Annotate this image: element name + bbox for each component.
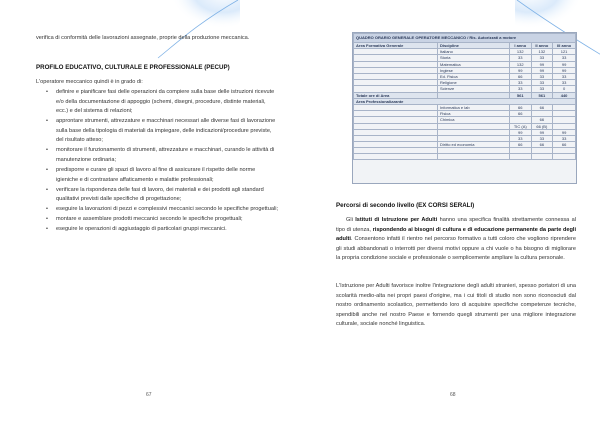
table-cell: Fisica <box>437 111 509 117</box>
table-cell <box>531 154 553 160</box>
lead-text: L'operatore meccanico quindi è in grado di: <box>36 79 143 85</box>
table-cell: Religione <box>437 80 509 86</box>
table-cell: 66 (B) <box>531 123 553 129</box>
table-cell: 33 <box>553 55 576 61</box>
table-cell: Storia <box>437 55 509 61</box>
list-item: • montare e assemblare prodotti meccanici secondo le specifiche progettuali; <box>48 215 278 225</box>
table-cell: 66 <box>531 142 553 148</box>
table-cell: 99 <box>509 129 531 135</box>
table-cell: 99 <box>553 61 576 67</box>
paragraph-bold-text: Istituti di Istruzione per Adulti <box>355 217 438 223</box>
table-header-cell: III anno <box>553 43 576 49</box>
paragraph-adult-education <box>336 216 576 264</box>
table-cell <box>553 154 576 160</box>
table-cell: 440 <box>553 92 576 98</box>
table-cell: 33 <box>509 136 531 142</box>
timetable-image <box>352 32 577 184</box>
paragraph-bold-text: rispondendo ai bisogni di cultura e di educazione permanente da parte degli adulti <box>336 226 576 243</box>
table-cell <box>354 154 438 160</box>
list-item: • monitorare il funzionamento di strumenti, attrezzature e macchinari, curando le attività di manutenzione ordinaria; <box>48 146 278 165</box>
table-cell: 561 <box>531 92 553 98</box>
table-cell: 99 <box>531 67 553 73</box>
paragraph-text: Gli <box>346 217 356 223</box>
table-cell: 99 <box>531 129 553 135</box>
paragraph-text: . Consentono infatti il rientro nel percorso formativo a tutti coloro che vogliono riprendere gli studi abbandonati o interrotti per diversi motivi oppure a chi vuole o ha bisogno di migliorare la propria condizione sociale e professionale o semplicemente ampliare la cultura personale. <box>336 236 576 262</box>
table-header-cell: II anno <box>531 43 553 49</box>
table-cell: 33 <box>553 74 576 80</box>
page-number: 67 <box>146 392 152 398</box>
table-cell: 99 <box>509 67 531 73</box>
table-cell: Ed. Fisica <box>437 74 509 80</box>
paragraph-integration: L'Istruzione per Adulti favorisce inoltre l'integrazione degli adulti stranieri, spesso portatori di una scolarità medio-alta nei propri paesi d'origine, ma i cui titoli di studio non sono riconosciuti dal nostro ordinamento scolastico, permettendo loro di acquisire specifiche competenze tecniche, spendibili anche nel nostro Paese e fornendo quegli strumenti per una migliore integrazione culturale, sociale nonché linguistica. <box>336 283 576 328</box>
table-cell: 33 <box>509 86 531 92</box>
table-cell: 132 <box>509 49 531 55</box>
table-title: QUADRO ORARIO GENERALE OPERATORE MECCANICO / Ris. Autorizzati a motore <box>354 34 576 43</box>
table-cell: 99 <box>531 61 553 67</box>
table-cell: 132 <box>509 61 531 67</box>
table-cell: 33 <box>553 80 576 86</box>
table-cell: 99 <box>553 67 576 73</box>
list-item: • definire e pianificare fasi delle operazioni da compiere sulla base delle istruzioni ricevute e/o della documentazione di appoggio (schemi, disegni, procedure, distinte materiali, ecc.) e del sistema di relazioni; <box>48 88 278 117</box>
table-section-header: Area Professionalizzante <box>354 98 576 104</box>
pecup-heading: PROFILO EDUCATIVO, CULTURALE E PROFESSIONALE (PECUP) <box>36 64 230 71</box>
table-cell: 33 <box>531 80 553 86</box>
table-cell: 66 <box>553 142 576 148</box>
table-cell: 33 <box>553 136 576 142</box>
table-cell: 99 <box>553 129 576 135</box>
table-header-cell: Discipline <box>437 43 509 49</box>
table-cell: Inglese <box>437 67 509 73</box>
table-cell: 33 <box>531 86 553 92</box>
intro-text: verifica di conformità delle lavorazioni assegnate, proprie della produzione meccanica. <box>36 35 250 41</box>
table-cell: 33 <box>531 136 553 142</box>
table-header-cell: Area Formativa Generale <box>354 43 438 49</box>
evening-courses-heading: Percorsi di secondo livello (EX CORSI SERALI) <box>336 202 475 209</box>
table-cell: 121 <box>553 49 576 55</box>
table-cell: Scienze <box>437 86 509 92</box>
table-cell: Chimica <box>437 117 509 123</box>
table-cell: Italiano <box>437 49 509 55</box>
table-cell: 66 <box>509 105 531 111</box>
prof-rows <box>354 105 576 160</box>
list-item: • verificare la rispondenza delle fasi di lavoro, dei materiali e dei prodotti agli standard qualitativi previsti dalle specifiche di progettazione; <box>48 186 278 205</box>
table-cell: 132 <box>531 49 553 55</box>
table-cell: 561 <box>509 92 531 98</box>
table-cell: 33 <box>531 55 553 61</box>
timetable <box>353 33 576 160</box>
list-item: • approntare strumenti, attrezzature e macchinari necessari alle diverse fasi di lavorazione sulla base della tipologia di materiali da impiegare, delle indicazioni/procedure previste, del risultato atteso; <box>48 117 278 146</box>
table-cell <box>509 154 531 160</box>
table-cell: Diritto ed economia <box>437 142 509 148</box>
table-header-cell: I anno <box>509 43 531 49</box>
general-rows <box>354 49 576 92</box>
list-item: • eseguire la lavorazioni di pezzi e complessivi meccanici secondo le specifiche progettuali; <box>48 205 278 215</box>
table-cell: 66 <box>509 142 531 148</box>
right-page <box>300 0 600 424</box>
paragraph-text: hanno una specifica finalità strettamente connessa al tipo di utenza, <box>336 217 577 233</box>
skills-list <box>48 88 278 235</box>
table-cell: 33 <box>509 80 531 86</box>
table-cell: 66 <box>531 105 553 111</box>
table-cell: 66 <box>509 74 531 80</box>
table-cell: 33 <box>509 55 531 61</box>
table-row <box>354 154 576 160</box>
list-item: • eseguire le operazioni di aggiustaggio di particolari gruppi meccanici. <box>48 225 278 235</box>
list-item: • predisporre e curare gli spazi di lavoro al fine di assicurare il rispetto delle norme igieniche e di contrastare affaticamento e malattie professionali; <box>48 166 278 185</box>
table-cell: 33 <box>531 74 553 80</box>
table-cell: 66 <box>531 117 553 123</box>
table-total-label: Totale ore di Area <box>354 92 438 98</box>
table-cell <box>437 154 509 160</box>
table-cell: 66 <box>509 111 531 117</box>
table-cell: TIC (A) <box>509 123 531 129</box>
table-cell: Informatica e lab <box>437 105 509 111</box>
table-cell: 0 <box>553 86 576 92</box>
table-cell: Matematica <box>437 61 509 67</box>
page-number: 68 <box>450 392 456 398</box>
decorative-swoosh <box>150 0 240 60</box>
